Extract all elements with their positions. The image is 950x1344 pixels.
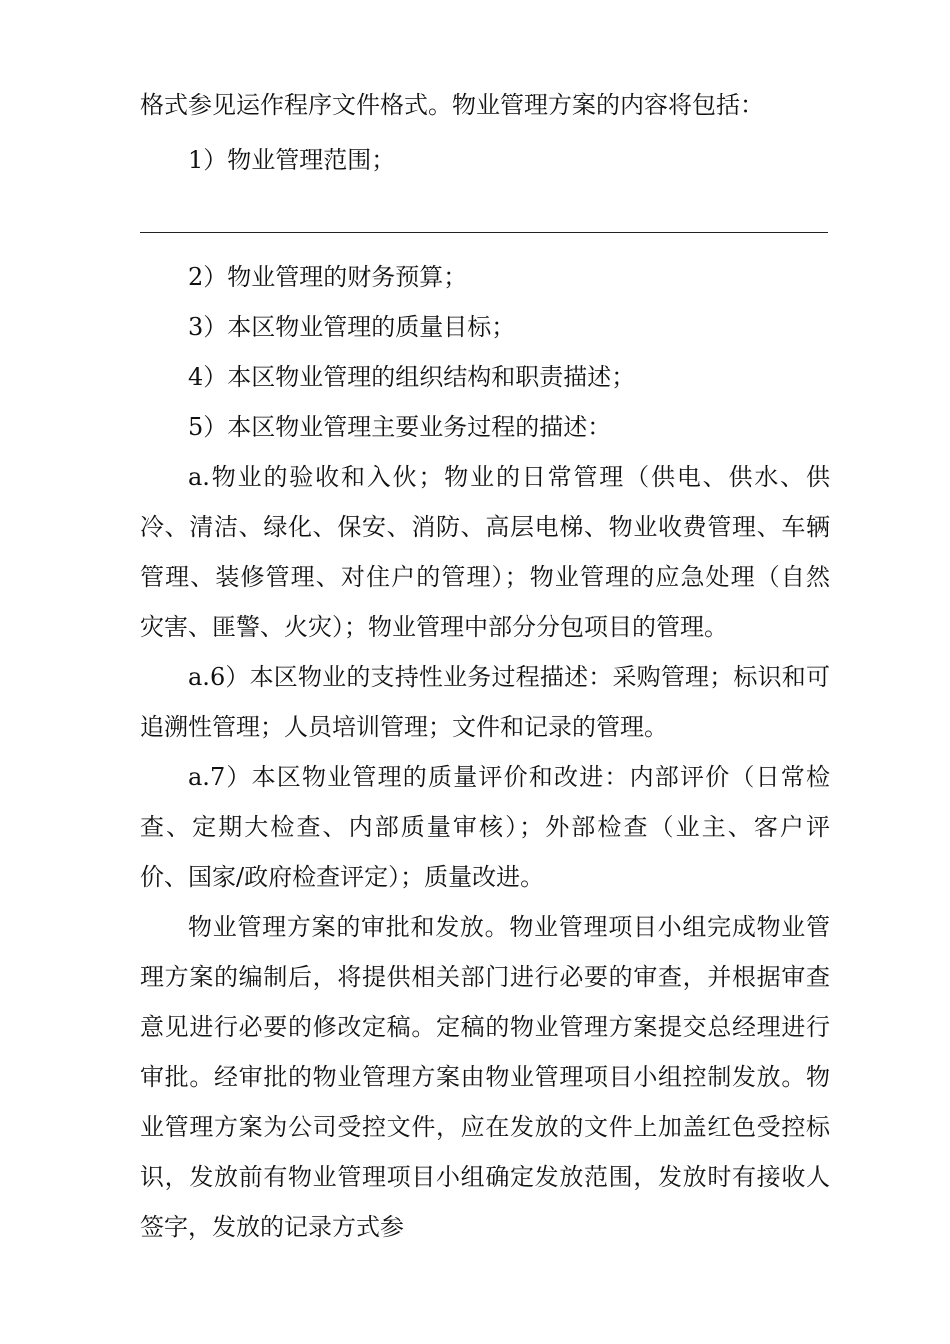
text-line: a.物业的验收和入伙；物业的日常管理（供电、供水、供 (188, 463, 830, 491)
text-line: 价、国家/政府检查评定）；质量改进。 (140, 863, 545, 891)
text-line: 冷、清洁、绿化、保安、消防、高层电梯、物业收费管理、车辆 (140, 513, 830, 541)
text-line: 签字，发放的记录方式参 (140, 1213, 404, 1241)
list-item: 2）物业管理的财务预算； (188, 263, 468, 291)
text-line: 物业管理方案的审批和发放。物业管理项目小组完成物业管 (188, 913, 830, 941)
text-line: 灾害、匪警、火灾）；物业管理中部分分包项目的管理。 (140, 613, 728, 641)
text-line: 审批。经审批的物业管理方案由物业管理项目小组控制发放。物 (140, 1063, 830, 1091)
text-line: 管理、装修管理、对住户的管理）；物业管理的应急处理（自然 (140, 563, 830, 591)
text-line: 意见进行必要的修改定稿。定稿的物业管理方案提交总经理进行 (140, 1013, 830, 1041)
list-item: 3）本区物业管理的质量目标； (188, 313, 516, 341)
text-line: a.7）本区物业管理的质量评价和改进：内部评价（日常检 (188, 763, 830, 791)
text-line: 识，发放前有物业管理项目小组确定发放范围，发放时有接收人 (140, 1163, 830, 1191)
text-line: a.6）本区物业的支持性业务过程描述：采购管理；标识和可 (188, 663, 830, 691)
text-line: 格式参见运作程序文件格式。物业管理方案的内容将包括： (140, 91, 764, 119)
text-line: 查、定期大检查、内部质量审核）；外部检查（业主、客户评 (140, 813, 830, 841)
page-divider (140, 232, 828, 233)
text-line: 业管理方案为公司受控文件，应在发放的文件上加盖红色受控标 (140, 1113, 830, 1141)
text-line: 理方案的编制后，将提供相关部门进行必要的审查，并根据审查 (140, 963, 830, 991)
list-item: 5）本区物业管理主要业务过程的描述： (188, 413, 612, 441)
list-item: 1）物业管理范围； (188, 146, 396, 174)
list-item: 4）本区物业管理的组织结构和职责描述； (188, 363, 636, 391)
text-line: 追溯性管理；人员培训管理；文件和记录的管理。 (140, 713, 668, 741)
